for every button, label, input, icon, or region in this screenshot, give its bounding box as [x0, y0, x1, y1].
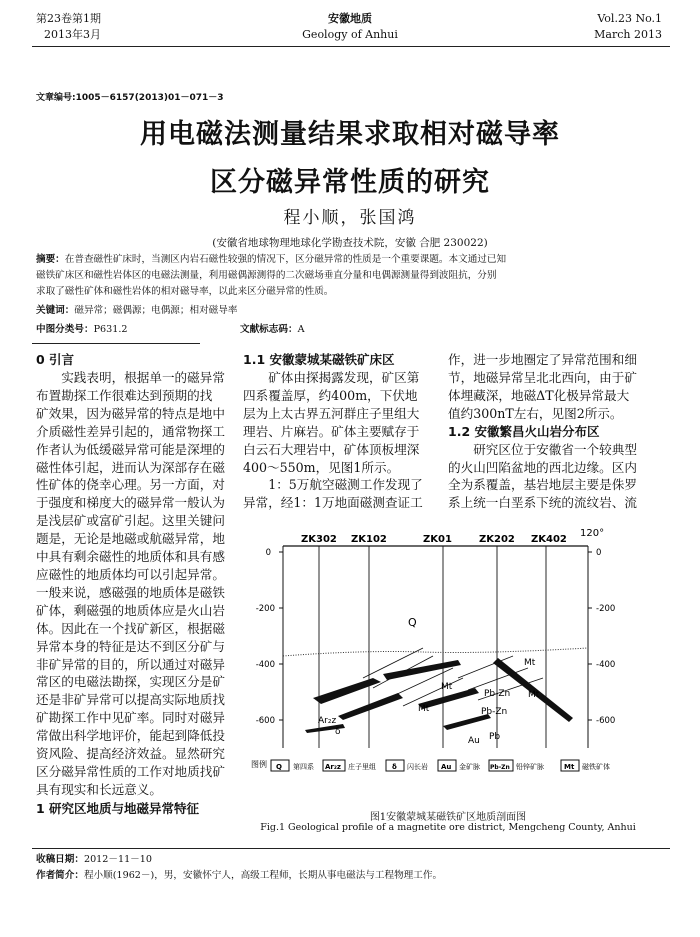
text-line: 一般来说，感磁强的地质体是磁铁 [36, 584, 225, 600]
label-lead-zinc: Pb-Zn [484, 689, 511, 699]
abstract-line: 磁铁矿床区和磁性岩体区的电磁法测量，利用磁偶源测得的二次磁场垂直分量和电偶源测量得到波阻抗，分别 [36, 270, 497, 281]
text-line: 异常，经1：1万地面磁测查证工 [243, 495, 423, 511]
clc-number: P631.2 [93, 324, 128, 335]
author-info-value: 程小顺(1962－)，男，安徽怀宁人，高级工程师，长期从事电磁法与工程物理工作。 [83, 870, 443, 881]
text-line: 中具有剩余磁性的地质体和具有感 [36, 549, 225, 565]
legend-symbol: Ar₂z [325, 763, 342, 771]
journal-title-en: Geology of Anhui [302, 28, 398, 41]
text-line: 区分磁异常性质的工作对地质找矿 [36, 763, 225, 779]
abstract-line: 求取了磁性矿体和磁性岩体的相对磁导率，以此来区分磁异常的性质。 [36, 286, 334, 297]
abstract [36, 252, 666, 300]
text-line: 节，地磁异常呈北北西向，由于矿 [448, 369, 637, 385]
label-magnetite: Mt [528, 690, 540, 700]
legend-symbol: Pb-Zn [490, 764, 510, 771]
text-line: 应磁性的地质体均可以引起异常。 [36, 566, 225, 582]
text-line: 是浅层矿或富矿引起。这里关键问 [36, 513, 225, 529]
received-date [36, 852, 152, 868]
text-line: 作者认为低缓磁异常可能是深埋的 [36, 441, 225, 457]
clc-label: 中图分类号： [36, 324, 94, 335]
borehole-label: ZK402 [531, 534, 567, 545]
heading-section-1: 1 研究区地质与地磁异常特征 [36, 800, 200, 816]
title-line-1: 用电磁法测量结果求取相对磁导率 [140, 119, 560, 150]
label-diorite: δ [335, 727, 341, 737]
borehole-label: ZK302 [301, 534, 337, 545]
legend-text: 铅锌矿脉 [516, 763, 544, 771]
geological-profile-figure [243, 528, 653, 790]
text-line: 资风险、提高经济效益。显然研究 [36, 746, 225, 762]
legend-symbol: Au [441, 763, 452, 771]
legend-text: 第四系 [293, 763, 314, 771]
text-line: 异常本身的特征是达不到区分矿与 [36, 638, 225, 654]
text-line: 非矿异常的目的，所以通过对磁异 [36, 656, 225, 672]
clc-line [36, 322, 127, 338]
abstract-line: 在普查磁性矿床时，当测区内岩石磁性较强的情况下，区分磁异常的性质是一个重要课题。本文通过已知 [64, 254, 507, 265]
intro-paragraph [36, 369, 232, 799]
title-line-2: 区分磁异常性质的研究 [210, 167, 490, 198]
angle-label: 120° [580, 528, 605, 539]
label-lead-zinc: Pb-Zn [481, 707, 508, 717]
text-line: 值约300nT左右，见图2所示。 [448, 405, 623, 421]
label-gold: Au [468, 736, 480, 746]
label-lead: Pb [489, 732, 501, 742]
column-1 [36, 351, 232, 818]
text-line: 层为上太古界五河群庄子里组大 [243, 405, 420, 421]
text-line: 四系覆盖厚，约400m，下伏地 [243, 387, 418, 403]
section-1-1-continued [448, 351, 648, 423]
section-1-1-paragraph [243, 369, 439, 512]
text-line: 介质磁性差异引起的，通常物探工 [36, 423, 225, 439]
text-line: 400～550m，见图1所示。 [243, 459, 400, 475]
received-value: 2012－11－10 [83, 854, 152, 865]
legend-text: 庄子里组 [348, 763, 376, 771]
footer-rule [32, 848, 670, 849]
label-magnetite: Mt [441, 682, 453, 692]
text-line: 性矿体的侥幸心理。另一方面，对 [36, 477, 225, 493]
text-line: 磁性体引起，进而认为深部存在磁 [36, 459, 225, 475]
text-line: 矿勘探工作中见矿率。同时对磁异 [36, 710, 225, 726]
text-line: 常做出科学地评价，能起到降低投 [36, 728, 225, 744]
legend-title: 图例 [251, 760, 267, 769]
journal-title-cn: 安徽地质 [328, 12, 372, 25]
figure-caption-en: Fig.1 Geological profile of a magnetite ore district, Mengcheng County, Anhui [260, 822, 636, 833]
text-line: 系上统一白垩系下统的流纹岩、流 [448, 495, 637, 511]
borehole-lines [319, 546, 546, 748]
text-line: 矿体，剩磁强的地质体应是火山岩 [36, 602, 225, 618]
depth-label-left: -200 [255, 604, 275, 614]
meta-rule [32, 343, 200, 344]
text-line: 矿效果，因为磁异常的特点是地中 [36, 405, 225, 421]
text-line: 理岩、片麻岩。矿体主要赋存于 [243, 423, 420, 439]
depth-label-left: -600 [255, 716, 275, 726]
label-zhuangzili: Ar₂z [318, 716, 337, 726]
heading-1-1: 1.1 安徽蒙城某磁铁矿床区 [243, 352, 395, 367]
heading-1-2: 1.2 安徽繁昌火山岩分布区 [448, 423, 600, 439]
figure-caption-cn: 图1安徽蒙城某磁铁矿区地质剖面图 [369, 812, 527, 823]
section-1-2-paragraph [448, 441, 648, 513]
header-rule [32, 46, 670, 47]
text-line: 白云石大理岩中，矿体顶板埋深 [243, 441, 420, 457]
text-line: 1：5万航空磁测工作发现了 [268, 477, 423, 493]
text-line: 布置勘探工作很难达到预期的找 [36, 387, 213, 403]
borehole-label: ZK102 [351, 534, 387, 545]
text-line: 还是非矿异常可以提高实际地质找 [36, 692, 225, 708]
text-line: 于强度和梯度大的磁异常一般认为 [36, 495, 225, 511]
depth-label-left: 0 [265, 548, 271, 558]
volume-en: Vol.23 No.1 [597, 12, 662, 25]
text-line: 体。因此在一个找矿新区，根据磁 [36, 620, 225, 636]
text-line: 的火山凹陷盆地的西北边缘。区内 [448, 459, 637, 475]
legend-text: 闪长岩 [407, 763, 428, 771]
legend [271, 760, 610, 771]
borehole-label: ZK01 [423, 534, 452, 545]
label-quaternary: Q [408, 616, 417, 629]
text-line: 题是，无论是地磁或航磁异常，地 [36, 531, 225, 547]
keywords-label: 关键词： [36, 305, 75, 316]
affiliation: (安徽省地球物理地球化学勘查技术院，安徽 合肥 230022) [212, 237, 488, 249]
authors: 程小顺，张国鸿 [283, 208, 417, 228]
doc-code-label: 文献标志码： [240, 324, 298, 335]
keywords-line [36, 303, 237, 319]
received-label: 收稿日期： [36, 854, 84, 865]
abstract-label: 摘要： [36, 254, 65, 265]
depth-label-right: -400 [596, 660, 616, 670]
article-number: 文章编号:1005－6157(2013)01－071－3 [36, 93, 224, 103]
legend-symbol: δ [392, 763, 397, 771]
date-en: March 2013 [594, 28, 662, 41]
borehole-label: ZK202 [479, 534, 515, 545]
doc-code-line [240, 322, 305, 338]
keywords: 磁异常；磁偶源；电偶源；相对磁导率 [74, 305, 238, 316]
legend-text: 磁铁矿体 [582, 763, 610, 771]
label-magnetite: Mt [418, 704, 430, 714]
quaternary-base-line [283, 648, 588, 656]
column-3 [448, 351, 648, 512]
text-line: 研究区位于安徽省一个较典型 [473, 441, 637, 457]
legend-symbol: Mt [564, 763, 575, 771]
text-line: 作，进一步地圈定了异常范围和细 [448, 352, 637, 367]
depth-label-right: -600 [596, 716, 616, 726]
issue-number-cn: 第23卷第1期 [36, 12, 101, 25]
text-line: 具有现实和长远意义。 [36, 781, 162, 797]
text-line: 实践表明，根据单一的磁异常 [61, 370, 225, 385]
date-cn: 2013年3月 [44, 28, 101, 41]
depth-label-left: -400 [255, 660, 275, 670]
legend-text: 金矿脉 [459, 763, 480, 771]
text-line: 体埋藏深，地磁ΔT化极异常最大 [448, 387, 630, 403]
author-info-label: 作者简介： [36, 870, 84, 881]
column-2 [243, 351, 439, 512]
text-line: 全为系覆盖，基岩地层主要是侏罗 [448, 477, 637, 493]
legend-symbol: Q [276, 763, 282, 771]
text-line: 常区的电磁法勘探，实现区分是矿 [36, 674, 225, 690]
depth-label-right: -200 [596, 604, 616, 614]
label-magnetite: Mt [524, 658, 536, 668]
heading-intro: 0 引言 [36, 352, 75, 367]
doc-code: A [297, 324, 305, 335]
depth-label-right: 0 [596, 548, 602, 558]
text-line: 矿体由探揭露发现，矿区第 [268, 370, 420, 385]
author-info [36, 868, 442, 884]
